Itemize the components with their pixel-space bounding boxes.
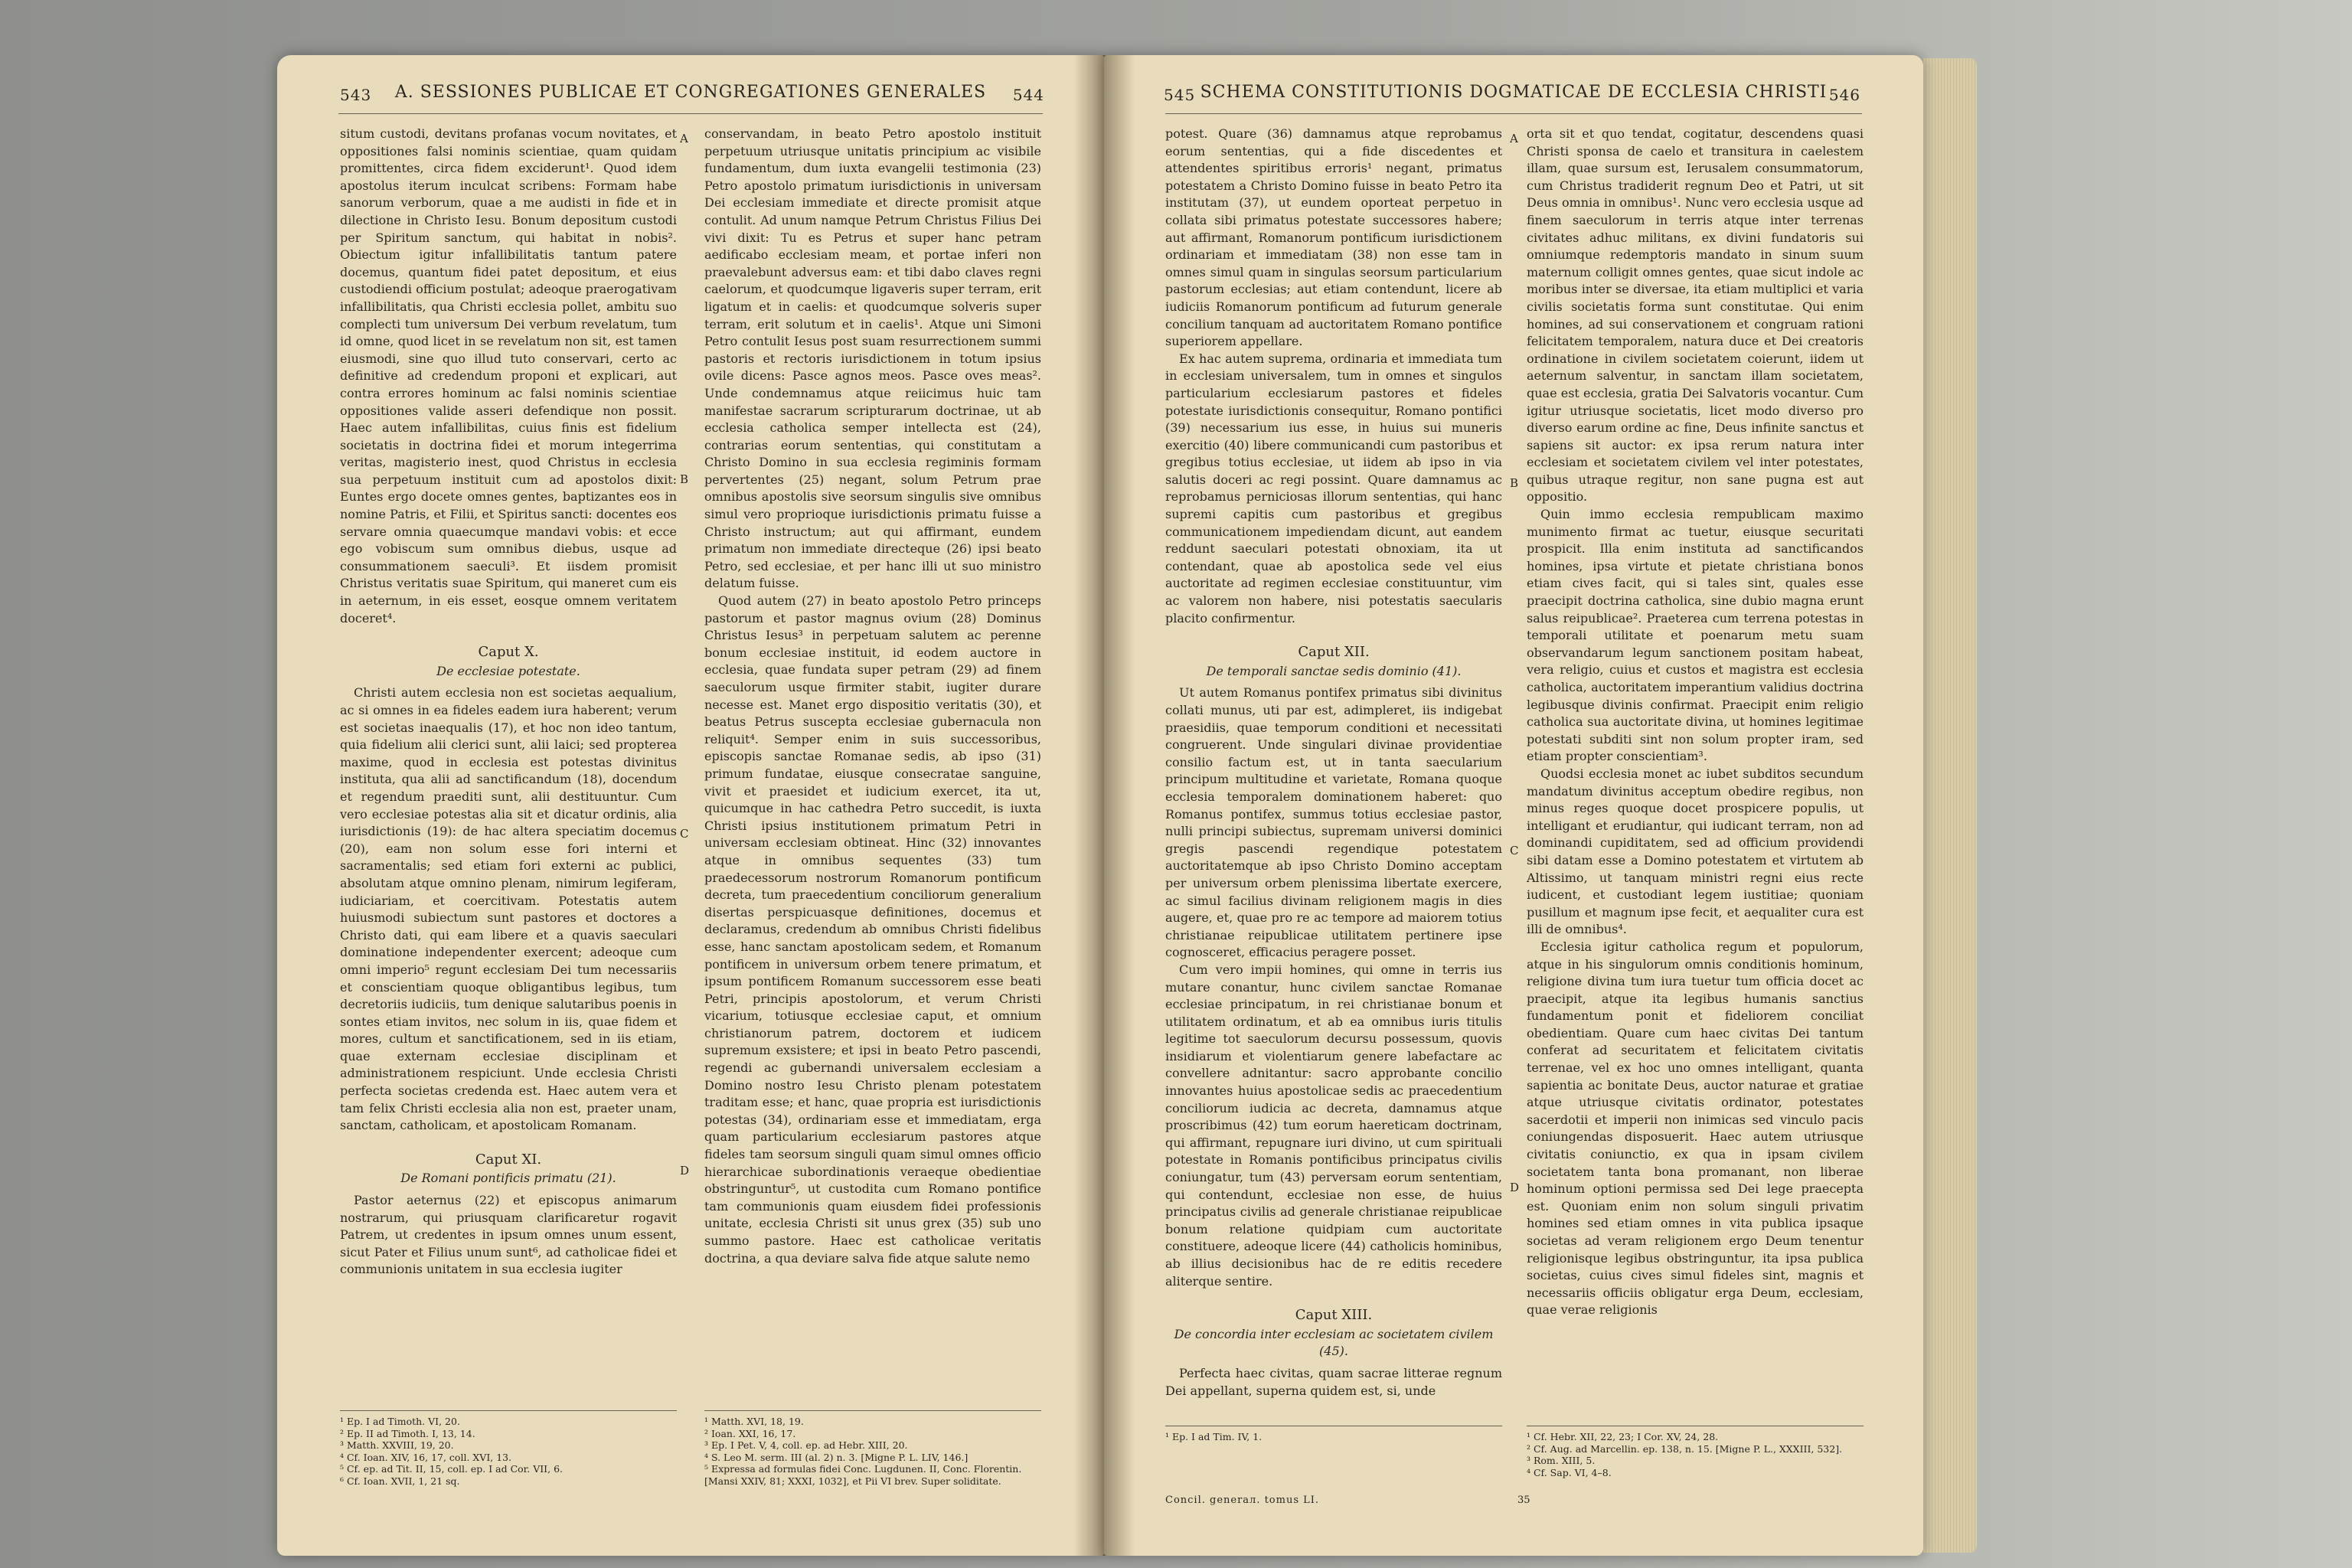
margin-letter-b: B — [680, 472, 689, 486]
margin-letter-c: C — [680, 827, 689, 841]
margin-letter-d: D — [680, 1164, 690, 1178]
footnote: ² Ioan. XXI, 16, 17. — [704, 1427, 796, 1439]
margin-letter-a: A — [680, 132, 688, 145]
paragraph: Ecclesia igitur catholica regum et populorum, atque in his singulorum omnis conditionis hominum, religione divina tum iura tuetur tum officia docet ac praecipit, atque ita legibus humanis sanctius fundamentum ponit et fideliorem conciliat obedientiam. Quare cum haec civitas Dei tantum conferat ad securitatem et felicitatem civitatis terrenae, vel ex hoc uno omnes intelligant, quanta sapientia ac bonitate Deus, auctor naturae et gratiae atque utriusque civitatis ordinator, potestates sacerdotii et imperii non inimicas sed vinculo pacis coniungendas disposuerit. Haec autem utriusque civitatis coniunctio, ex qua in ipsam civilem societatem tanta bona promanant, non liberae hominum optioni permissa sed Dei lege praecepta est. Quoniam enim non solum singuli privatim homines sed etiam omnes in vita publica ipsaque societas ad veram religionem ergo Deum tenentur religionisque legibus obstringuntur, ita ipsa publica societas, cuius cives simul fideles sint, magnis et necessariis officiis obligatur erga Deum, ecclesiam, quae verae religionis — [1527, 939, 1864, 1318]
caput-xii-text: Ut autem Romanus pontifex primatus sibi divinitus collati munus, uti par est, adimpleret, iis indigebat praesidiis, quae temporum conditioni et necessitati congruerent. Unde singulari divinae providentiae consilio factum est, ut in tanta saecularium principum multitudine et varietate, Romana quoque ecclesia temporalem dominationem haberet: quo Romanus pontifex, summus totius ecclesiae pastor, nulli principi subiectus, supremam universi dominici gregis pascendi regendique potestatem auctoritatemque ab ipso Christo Domino acceptam per universum orbem plenissima libertate exercere, ac simul facilius divinam religionem magis in dies augere, et, quae pro re ac tempore ad maiorem totius christianae reipublicae utilitatem pertinere ipse cognosceret, efficacius peragere posset. — [1165, 685, 1502, 960]
page-number-545: 545 — [1164, 86, 1196, 104]
caput-x-title: Caput X. — [478, 644, 539, 661]
right-header-title: SCHEMA CONSTITUTIONIS DOGMATICAE DE ECCLESIA CHRISTI — [1200, 83, 1828, 102]
margin-letter-b: B — [1510, 476, 1519, 490]
footnote: ⁴ S. Leo M. serm. III (al. 2) n. 3. [Migne P. L. LIV, 146.] — [704, 1451, 969, 1463]
paragraph: Ex hac autem suprema, ordinaria et immediata tum in ecclesiam universalem, tum in omnes et singulos particularium ecclesiarum pastores et fideles potestate iurisdictionis consequitur, Romano pontifici (39) necessarium ius esse, in huius sui muneris exercitio (40) libere communicandi cum pastoribus et gregibus totius ecclesiae, ut iidem ab ipso in via salutis doceri ac regi possint. Quare damnamus ac reprobamus perniciosas illorum sententias, qui hanc supremi capitis cum pastoribus et gregibus communicationem impediendam dicunt, aut eandem reddunt saeculari potestati obnoxiam, ita ut contendant, quae ab apostolica sede vel eius auctoritate ad regimen ecclesiae constituuntur, vim ac valorem non habere, nisi potestatis saecularis placito confirmentur. — [1165, 351, 1502, 626]
footnotes-left-col1 — [340, 1410, 677, 1487]
caput-xiii-text: Perfecta haec civitas, quam sacrae litterae regnum Dei appellant, superna quidem est, si, unde — [1165, 1365, 1502, 1398]
signature-line: Concil. generaл. tomus LI. — [1165, 1494, 1320, 1506]
paragraph: Quin immo ecclesia rempublicam maximo munimento firmat ac tuetur, eiusque securitati prospicit. Illa enim instituta ad sanctificandos homines, ipsa virtute et pietate christiana bonos etiam cives facit, qui si tales sint, quales esse praecipit doctrina catholica, sine dubio magna erunt salus reipublicae². Praeterea cum terrena potestas in temporali utilitate et poenarum metu suam observandarum legum sanctionem positam habeat, vera religio, cuius et custos et magistra est ecclesia catholica, auctoritatem imperantium validius doctrina legibusque divinis confirmat. Praecipit enim religio catholica sua auctoritate divina, ut homines legitimae potestati subditi sint non solum propter iram, sed etiam propter conscientiam³. — [1527, 507, 1864, 764]
left-column-2 — [704, 126, 1041, 1267]
margin-letter-a: A — [1510, 132, 1518, 145]
book-page-edges — [1923, 58, 1977, 1553]
paragraph: conservandam, in beato Petro apostolo instituit perpetuum utriusque unitatis principium ac visibile fundamentum, dum iuxta evangelii testimonia (23) Petro apostolo primatum iurisdictionis in universam Dei ecclesiam immediate et directe promisit atque contulit. Ad unum namque Petrum Christus Filius Dei vivi dixit: Tu es Petrus et super hanc petram aedificabo ecclesiam meam, et portae inferi non praevalebunt adversus eam: et tibi dabo claves regni caelorum, et quodcumque ligaveris super terram, erit ligatum et in caelis: et quodcumque solveris super terram, erit solutum et in caelis¹. Atque uni Simoni Petro contulit Iesus post suam resurrectionem summi pastoris et rectoris iurisdictionem in totum ipsius ovile dicens: Pasce agnos meos. Pasce oves meas². Unde condemnamus atque reiicimus huic tam manifestae sacrarum scripturarum doctrinae, ut ab ecclesia catholica semper intellecta est (24), contrarias eorum sententias, qui constitutam a Christo Domino in sua ecclesia regiminis formam pervertentes (25) negant, solum Petrum prae omnibus apostolis sive seorsum singulis sive omnibus simul vero proprioque iurisdictionis primatu fuisse a Christo instructum; aut qui affirmant, eundem primatum non immediate directeque (26) ipsi beato Petro, sed ecclesiae, et per hanc illi ut suo ministro delatum fuisse. — [704, 126, 1041, 591]
right-page — [1104, 55, 1923, 1556]
caput-xii-subtitle: De temporali sanctae sedis dominio (41). — [1206, 663, 1462, 678]
caput-xiii-title: Caput XIII. — [1295, 1307, 1373, 1324]
page-number-543: 543 — [340, 86, 372, 104]
footnote: ⁴ Cf. Sap. VI, 4–8. — [1527, 1466, 1612, 1478]
paragraph: Quodsi ecclesia monet ac iubet subditos secundum mandatum divinitus acceptum obedire regibus, non minus reges quoque docet prospicere populis, ut intelligant et erudiantur, qui iudicant terram, non ad dominandi cupiditatem, sed ad officium providendi sibi datam esse a Domino potestatem et virtutem ab Altissimo, ut tanquam ministri regni eius recte iudicent, et custodiant legem iustitiae; quoniam pusillum et magnum ipse fecit, et aequaliter cura est illi de omnibus⁴. — [1527, 766, 1864, 937]
left-page-header — [277, 83, 1104, 113]
margin-letter-c: C — [1510, 844, 1519, 858]
caput-xi-text: Pastor aeternus (22) et episcopus animarum nostrarum, qui priusquam clarificaretur rogavit Patrem, ut credentes in ipsum omnes unum essent, sicut Pater et Filius unum sunt⁶, ad catholicae fidei et communionis unitatem in sua ecclesia iugiter — [340, 1193, 677, 1277]
footnotes-right-col1 — [1165, 1426, 1502, 1443]
footnote: ³ Ep. I Pet. V, 4, coll. ep. ad Hebr. XIII, 20. — [704, 1439, 908, 1451]
paragraph: situm custodi, devitans profanas vocum novitates, et oppositiones falsi nominis scientiae, quam quidam promittentes, circa fidem exciderunt¹. Quod idem apostolus iterum inculcat scribens: Formam habe sanorum verborum, quae a me audisti in fide et in dilectione in Christo Iesu. Bonum depositum custodi per Spiritum sanctum, qui habitat in nobis². Obiectum igitur infallibilitatis tantum patere docemus, quantum fidei patet depositum, et eius custodiendi officium postulat; adeoque praerogativam infallibilitatis, qua Christi ecclesia pollet, ambitu suo complecti tum universum Dei verbum revelatum, tum id omne, quod licet in se revelatum non sit, est tamen eiusmodi, sine quo illud tuto conservari, certo ac definitive ad credendum proponi et explicari, aut contra errores hominum ac falsi nominis scientiae oppositiones valide asseri defendique non possit. Haec autem infallibilitas, cuius finis est fidelium societatis in doctrina fidei et morum integerrima veritas, magisterio inest, quod Christus in ecclesia sua perpetuum instituit cum ad apostolos dixit: Euntes ergo docete omnes gentes, baptizantes eos in nomine Patris, et Filii, et Spiritus sancti: docentes eos servare omnia quaecumque mandavi vobis: et ecce ego vobiscum sum omnibus diebus, usque ad consummationem saeculi³. Et iisdem promisit Christus veritatis suae Spiritum, qui maneret cum eis in aeternum, in eis esset, eosque omnem veritatem doceret⁴. — [340, 126, 677, 626]
paragraph: potest. Quare (36) damnamus atque reprobamus eorum sententias, qui a fide discedentes et attendentes spiritibus erroris¹ negant, primatus potestatem a Christo Domino fuisse in beato Petro ita institutam (37), ut eundem oporteat perpetuo in collata sibi primatus potestate successores habere; aut affirmant, Romanorum pontificum iurisdictionem ordinariam et immediatam (38) non esse tam in omnes simul quam in singulas seorsum particularium pastorum ecclesias; aut etiam contendunt, licere ab iudiciis Romanorum pontificum ad futurum generale concilium tanquam ad auctoritatem Romano pontifice superiorem appellare. — [1165, 126, 1502, 349]
page-number-546: 546 — [1828, 86, 1860, 104]
footnote: ¹ Ep. I ad Tim. IV, 1. — [1165, 1431, 1263, 1442]
left-column-1 — [340, 126, 677, 1279]
right-column-1 — [1165, 126, 1502, 1400]
margin-letter-d: D — [1510, 1181, 1520, 1194]
footnote: ⁵ Cf. ep. ad Tit. II, 15, coll. ep. I ad Cor. VII, 6. — [340, 1463, 563, 1475]
paragraph: Quod autem (27) in beato apostolo Petro princeps pastorum et pastor magnus ovium (28) Dominus Christus Iesus³ in perpetuam salutem ac perenne bonum ecclesiae instituit, id eodem auctore in ecclesia, quae fundata super petram (29) ad finem saeculorum usque firmiter stabit, iugiter durare necesse est. Manet ergo dispositio veritatis (30), et beatus Petrus suscepta ecclesiae gubernacula non reliquit⁴. Semper enim in suis successoribus, episcopis sanctae Romanae sedis, ab ipso (31) primum fundatae, eiusque consecratae sanguine, vivit et praesidet et iudicium exercet, ita ut, quicumque in hac cathedra Petro succedit, is iuxta Christi ipsius institutionem primatum Petri in universam ecclesiam obtineat. Hinc (32) innovantes atque in omnibus sequentes (33) tum praedecessorum nostrorum Romanorum pontificum decreta, tum praecedentium conciliorum generalium disertas perspicuasque definitiones, docemus et declaramus, credendum ab omnibus Christi fidelibus esse, hanc sanctam apostolicam sedem, et Romanum pontificem in universum orbem tenere primatum, et ipsum pontificem Romanum successorem esse beati Petri, principis apostolorum, et verum Christi vicarium, totiusque ecclesiae caput, et omnium christianorum patrem, doctorem et iudicem supremum exsistere; et ipsi in beato Petro pascendi, regendi ac gubernandi universalem ecclesiam a Domino nostro Iesu Christo plenam potestatem traditam esse; et hanc, quae propria est iurisdictionis potestas (34), ordinariam esse et immediatam, erga quam particularium ecclesiarum pastores atque fideles tam seorsum singuli quam simul omnes officio hierarchicae subordinationis veraeque obedientiae obstringuntur⁵, ut custodita cum Romano pontifice tam communionis quam eiusdem fidei professionis unitate, ecclesia Christi sit unus grex (35) sub uno summo pastore. Haec est catholicae veritatis doctrina, a qua deviare salva fide atque salute nemo — [704, 593, 1041, 1266]
caput-xii-text-2: Cum vero impii homines, qui omne in terris ius mutare conantur, hunc civilem sanctae Romanae ecclesiae principatum, in rei christianae bonum et utilitatem ordinatum, et ab ea omnibus iuris titulis legitime tot saeculorum decursu possessum, quovis insidiarum et violentiarum genere labefactare ac convellere adnitantur: sacro approbante concilio innovantes huius apostolicae sedis ac praecedentium conciliorum iudicia ac decreta, damnamus atque proscribimus (42) tum eorum haereticam doctrinam, qui affirmant, repugnare iuri divino, ut cum spirituali potestate in Romanis pontificibus principatus civilis coniungatur, tum (43) perversam eorum sententiam, qui contendunt, ecclesiae non esse, de huius principatus civilis ad generale christianae reipublicae bonum relatione quidpiam cum auctoritate constituere, adeoque licere (44) catholicis hominibus, ab illius decisionibus hac de re editis recedere aliterque sentire. — [1165, 962, 1502, 1289]
page-number-544: 544 — [1012, 86, 1044, 104]
left-page — [277, 55, 1104, 1556]
footnote: ² Ep. II ad Timoth. I, 13, 14. — [340, 1427, 475, 1439]
header-rule — [338, 113, 1043, 114]
footnotes-left-col2 — [704, 1410, 1041, 1487]
caput-x-text: Christi autem ecclesia non est societas aequalium, ac si omnes in ea fideles eadem iura haberent; verum est societas inaequalis (17), et hoc non ideo tantum, quia fidelium alii clerici sunt, alii laici; sed propterea maxime, quod in ecclesia est potestas divinitus instituta, qua alii ad sanctificandum (18), docendum et regendum praediti sunt, alii destituuntur. Cum vero ecclesiae potestas alia sit et dicatur ordinis, alia iurisdictionis (19): de hac altera speciatim docemus (20), eam non solum esse fori interni et sacramentalis; sed etiam fori externi ac publici, absolutam atque omnino plenam, nimirum legiferam, iudiciariam, et coercitivam. Potestatis autem huiusmodi subiectum sunt pastores et doctores a Christo dati, qui eam libere et a quavis saeculari dominatione independenter exercent; adeoque cum omni imperio⁵ regunt ecclesiam Dei tum necessariis et conscientiam quoque obligantibus legibus, tum decretoriis iudiciis, tum denique salutaribus poenis in sontes etiam invitos, nec solum in iis, quae fidem et mores, cultum et sanctificationem, sed in iis etiam, quae externam ecclesiae disciplinam et administrationem respiciunt. Unde ecclesia Christi perfecta societas credenda est. Haec autem vera et tam felix Christi ecclesia alia non est, praeter unam, sanctam, catholicam, et apostolicam Romanam. — [340, 685, 677, 1133]
left-header-title: A. SESSIONES PUBLICAE ET CONGREGATIONES GENERALES — [394, 83, 987, 102]
paragraph: orta sit et quo tendat, cogitatur, descendens quasi Christi sponsa de caelo et transitura in caelestem illam, quae sursum est, Ierusalem consummatorum, cum Christus tradiderit regnum Deo et Patri, ut sit Deus omnia in omnibus¹. Nunc vero ecclesia usque ad finem saeculorum in terris atque inter terrenas civitates adhuc militans, ex divini fundatoris sui omniumque redemptoris mandato in sinum suum maternum colligit omnes gentes, quae sicut indole ac moribus inter se diversae, ita etiam multiplici et varia civilis societatis forma sunt constitutae. Qui enim homines, ad sui conservationem et congruam rationi felicitatem temporalem, natura duce et Dei creatoris ordinatione in civilem societatem coierunt, iidem ut aeternum salventur, in sanctam illam societatem, quae est ecclesia, gratia Dei Salvatoris vocantur. Cum igitur utriusque societatis, licet modo diverso pro diverso earum ordine ac fine, Deus infinite sanctus et sapiens sit auctor: ex ipsa rerum natura inter ecclesiam et societatem civilem vel inter potestates, quibus utraque regitur, non sane pugna est aut oppositio. — [1527, 126, 1864, 505]
footnote: ¹ Cf. Hebr. XII, 22, 23; I Cor. XV, 24, 28. — [1527, 1431, 1719, 1442]
caput-xi-title: Caput XI. — [475, 1151, 542, 1168]
caput-x-subtitle: De ecclesiae potestate. — [436, 663, 580, 678]
footnote: ³ Rom. XIII, 5. — [1527, 1455, 1596, 1466]
footnotes-right-col2 — [1527, 1426, 1864, 1478]
right-column-2 — [1527, 126, 1864, 1319]
signature-number: 35 — [1517, 1494, 1530, 1506]
footnote: ⁴ Cf. Ioan. XIV, 16, 17, coll. XVI, 13. — [340, 1451, 512, 1463]
footnote: ² Cf. Aug. ad Marcellin. ep. 138, n. 15. [Migne P. L., XXXIII, 532]. — [1527, 1442, 1843, 1455]
footnote: ¹ Ep. I ad Timoth. VI, 20. — [340, 1416, 460, 1427]
footnote: ⁶ Cf. Ioan. XVII, 1, 21 sq. — [340, 1475, 460, 1487]
right-page-header — [1104, 83, 1923, 113]
caput-xiii-subtitle: De concordia inter ecclesiam ac societatem civilem (45). — [1174, 1326, 1494, 1359]
footnote: ³ Matth. XXVIII, 19, 20. — [340, 1439, 454, 1451]
caput-xii-title: Caput XII. — [1298, 644, 1370, 661]
header-rule — [1165, 113, 1862, 114]
footnote: ¹ Matth. XVI, 18, 19. — [704, 1416, 804, 1427]
footnote: ⁵ Expressa ad formulas fidei Conc. Lugdunen. II, Conc. Florentin. [Mansi XXIV, 81; XXXI, 1032], et Pii VI brev. Super soliditate. — [704, 1463, 1022, 1487]
caput-xi-subtitle: De Romani pontificis primatu (21). — [400, 1171, 616, 1186]
